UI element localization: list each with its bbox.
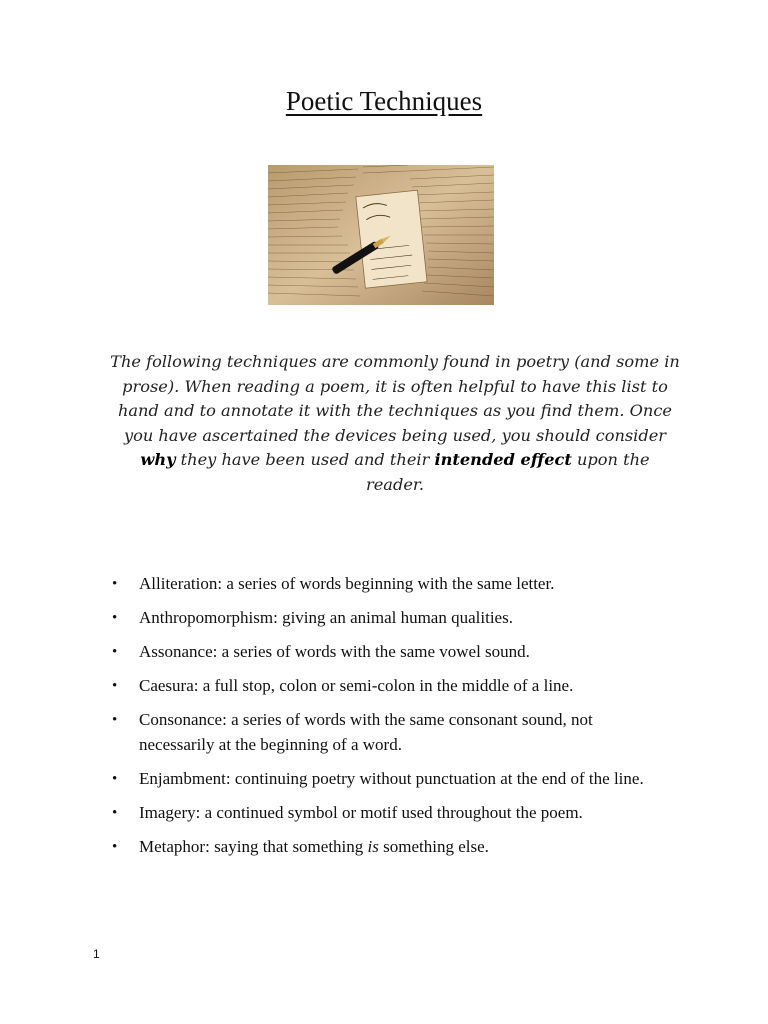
list-item-text: Anthropomorphism: giving an animal human qualities. [139,608,513,627]
list-item-text: Enjambment: continuing poetry without punctuation at the end of the line. [139,768,644,788]
techniques-list [112,572,672,869]
list-item-text: Caesura: a full stop, colon or semi-colon in the middle of a line. [139,676,574,695]
intro-text-part3: upon the reader. [365,450,650,494]
list-item-imagery [112,801,672,826]
list-item-anthropomorphism [112,606,672,631]
list-item-metaphor [112,835,672,860]
bullet-icon: • [112,610,118,626]
intro-emphasis-intended-effect: intended effect [434,450,572,469]
bullet-icon: • [112,770,118,787]
bullet-icon: • [112,804,118,821]
page-number: 1 [93,947,100,961]
intro-paragraph [110,350,680,497]
list-item-assonance [112,640,672,665]
intro-text-part2: they have been used and their [175,450,435,469]
bullet-icon: • [112,838,118,855]
intro-text-part1: The following techniques are commonly found in poetry (and some in prose). When reading a poem, it is often helpful to have this list to hand and to annotate it with the techniques as you find them. Once you have ascertained the devices being used, you should consider [110,352,680,445]
list-item-text-italic: is [367,836,379,856]
bullet-icon: • [112,644,118,660]
list-item-text: Imagery: a continued symbol or motif used throughout the poem. [139,802,583,822]
list-item-enjambment [112,767,672,792]
list-item-alliteration [112,572,672,597]
list-item-text-after: something else. [378,836,489,856]
page-title: Poetic Techniques [285,86,483,116]
list-item-text: Consonance: a series of words with the same consonant sound, not necessarily at the beginning of a word. [139,710,593,754]
list-item-caesura [112,674,672,699]
bullet-icon: • [112,712,118,728]
bullet-icon: • [112,678,118,694]
bullet-icon: • [112,576,118,592]
poetry-papers-illustration [268,165,494,305]
list-item-text: Assonance: a series of words with the same vowel sound. [139,642,530,661]
poetry-papers-image [268,165,494,305]
list-item-consonance [112,708,672,757]
list-item-text: Alliteration: a series of words beginning with the same letter. [139,574,555,593]
intro-emphasis-why: why [140,450,176,469]
list-item-text-before: Metaphor: saying that something [139,836,368,856]
